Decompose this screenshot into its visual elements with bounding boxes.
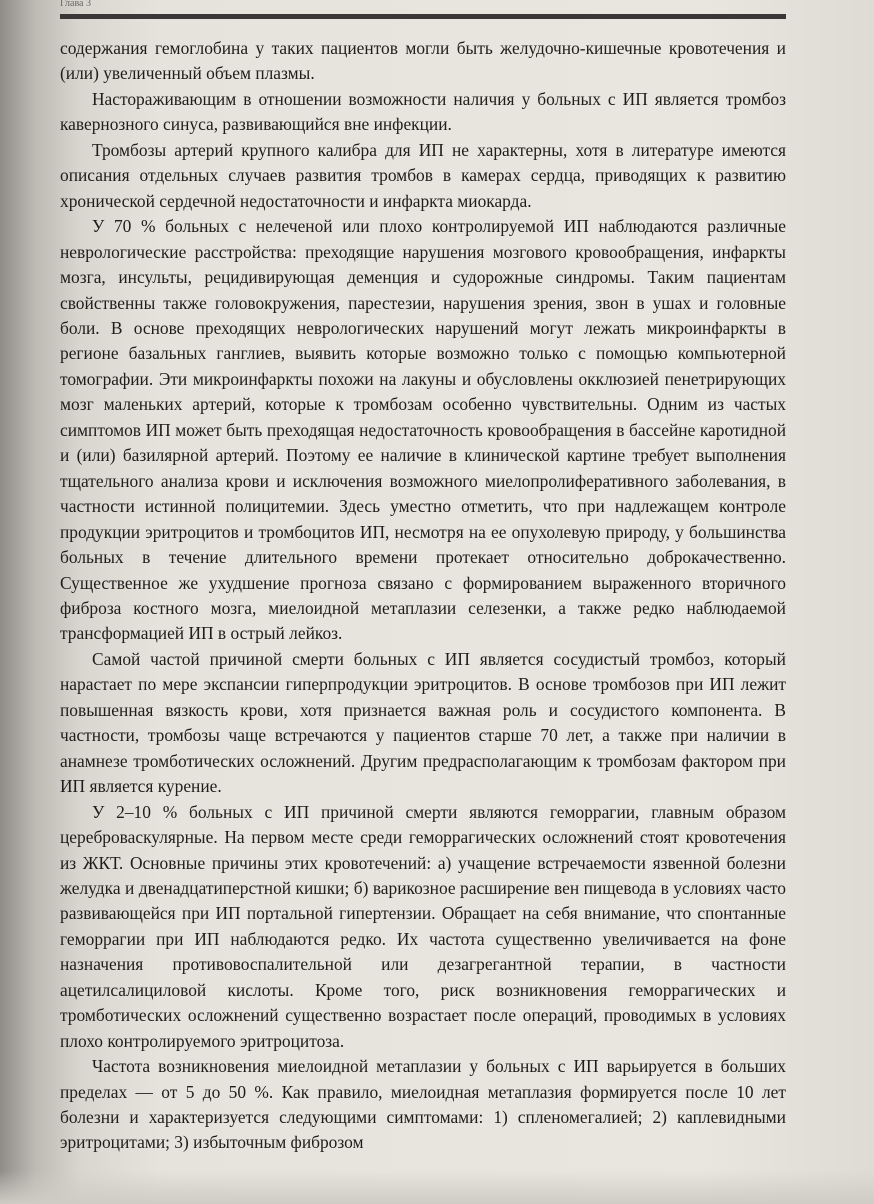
paragraph: Частота возникновения миелоидной метаплазии у больных с ИП варьируется в больших пределах — от 5 до 50 %. Как правило, миелоидная метаплазия формируется после 10 лет болезни и характеризуется следующими симптомами: 1) спленомегалией; 2) каплевидными эритроцитами; 3) избыточным фиброзом — [60, 1056, 786, 1153]
paragraph: У 70 % больных с нелеченой или плохо контролируемой ИП наблюдаются различные неврологические расстройства: преходящие нарушения мозгового кровообращения, инфаркты мозга, инсульты, рецидивирующая деменция и судорожные синдромы. Таким пациентам свойственны также головокружения, парестезии, нарушения зрения, звон в ушах и головные боли. В основе преходящих неврологических нарушений могут лежать микроинфаркты в регионе базальных ганглиев, выявить которые возможно только с помощью компьютерной томографии. Эти микроинфаркты похожи на лакуны и обусловлены окклюзией пенетрирующих мозг маленьких артерий, которые к тромбозам особенно чувствительны. Одним из частых симптомов ИП может быть преходящая недостаточность кровообращения в бассейне каротидной и (или) базилярной артерий. Поэтому ее наличие в клинической картине требует выполнения тщательного анализа крови и исключения возможного миелопролиферативного заболевания, в частности истинной полицитемии. Здесь уместно отметить, что при надлежащем контроле продукции эритроцитов и тромбоцитов ИП, несмотря на ее опухолевую природу, у большинства больных в течение длительного времени протекает относительно доброкачественно. Существенное же ухудшение прогноза связано с формированием выраженного вторичного фиброза костного мозга, миелоидной метаплазии селезенки, а также редко наблюдаемой трансформацией ИП в острый лейкоз. — [60, 216, 786, 644]
header-rule — [60, 14, 786, 19]
paragraph: содержания гемоглобина у таких пациентов могли быть желудочно-кишечные кровотечения и (или) увеличенный объем плазмы. — [60, 38, 786, 84]
page-bottom-shadow — [0, 1170, 874, 1204]
paragraph: Настораживающим в отношении возможности наличия у больных с ИП является тромбоз кавернозного синуса, развивающийся вне инфекции. — [60, 88, 786, 135]
paragraph: Тромбозы артерий крупного калибра для ИП не характерны, хотя в литературе имеются описания отдельных случаев развития тромбов в камерах сердца, приводящих к развитию хронической сердечной недостаточности и инфаркта миокарда. — [60, 139, 786, 211]
paragraph: У 2–10 % больных с ИП причиной смерти являются геморрагии, главным образом цереброваскулярные. На первом месте среди геморрагических осложнений стоят кровотечения из ЖКТ. Основные причины этих кровотечений: а) учащение встречаемости язвенной болезни желудка и двенадцатиперстной кишки; б) варикозное расширение вен пищевода в условиях часто развивающейся при ИП портальной гипертензии. Обращает на себя внимание, что спонтанные геморрагии при ИП наблюдаются редко. Их частота существенно увеличивается на фоне назначения противовоспалительной или дезагрегантной терапии, в частности ацетилсалициловой кислоты. Кроме того, риск возникновения геморрагических и тромботических осложнений существенно возрастает после операций, проводимых в условиях плохо контролируемого эритроцитоза. — [60, 801, 786, 1051]
body-text — [60, 36, 786, 1156]
running-header-fragment: Глава 3 — [60, 0, 91, 8]
paragraph: Самой частой причиной смерти больных с ИП является сосудистый тромбоз, который нарастает по мере экспансии гиперпродукции эритроцитов. В основе тромбозов при ИП лежит повышенная вязкость крови, хотя признается важная роль и сосудистого компонента. В частности, тромбозы чаще встречаются у пациентов старше 70 лет, а также при наличии в анамнезе тромботических осложнений. Другим предрасполагающим к тромбозам фактором при ИП является курение. — [60, 648, 786, 797]
